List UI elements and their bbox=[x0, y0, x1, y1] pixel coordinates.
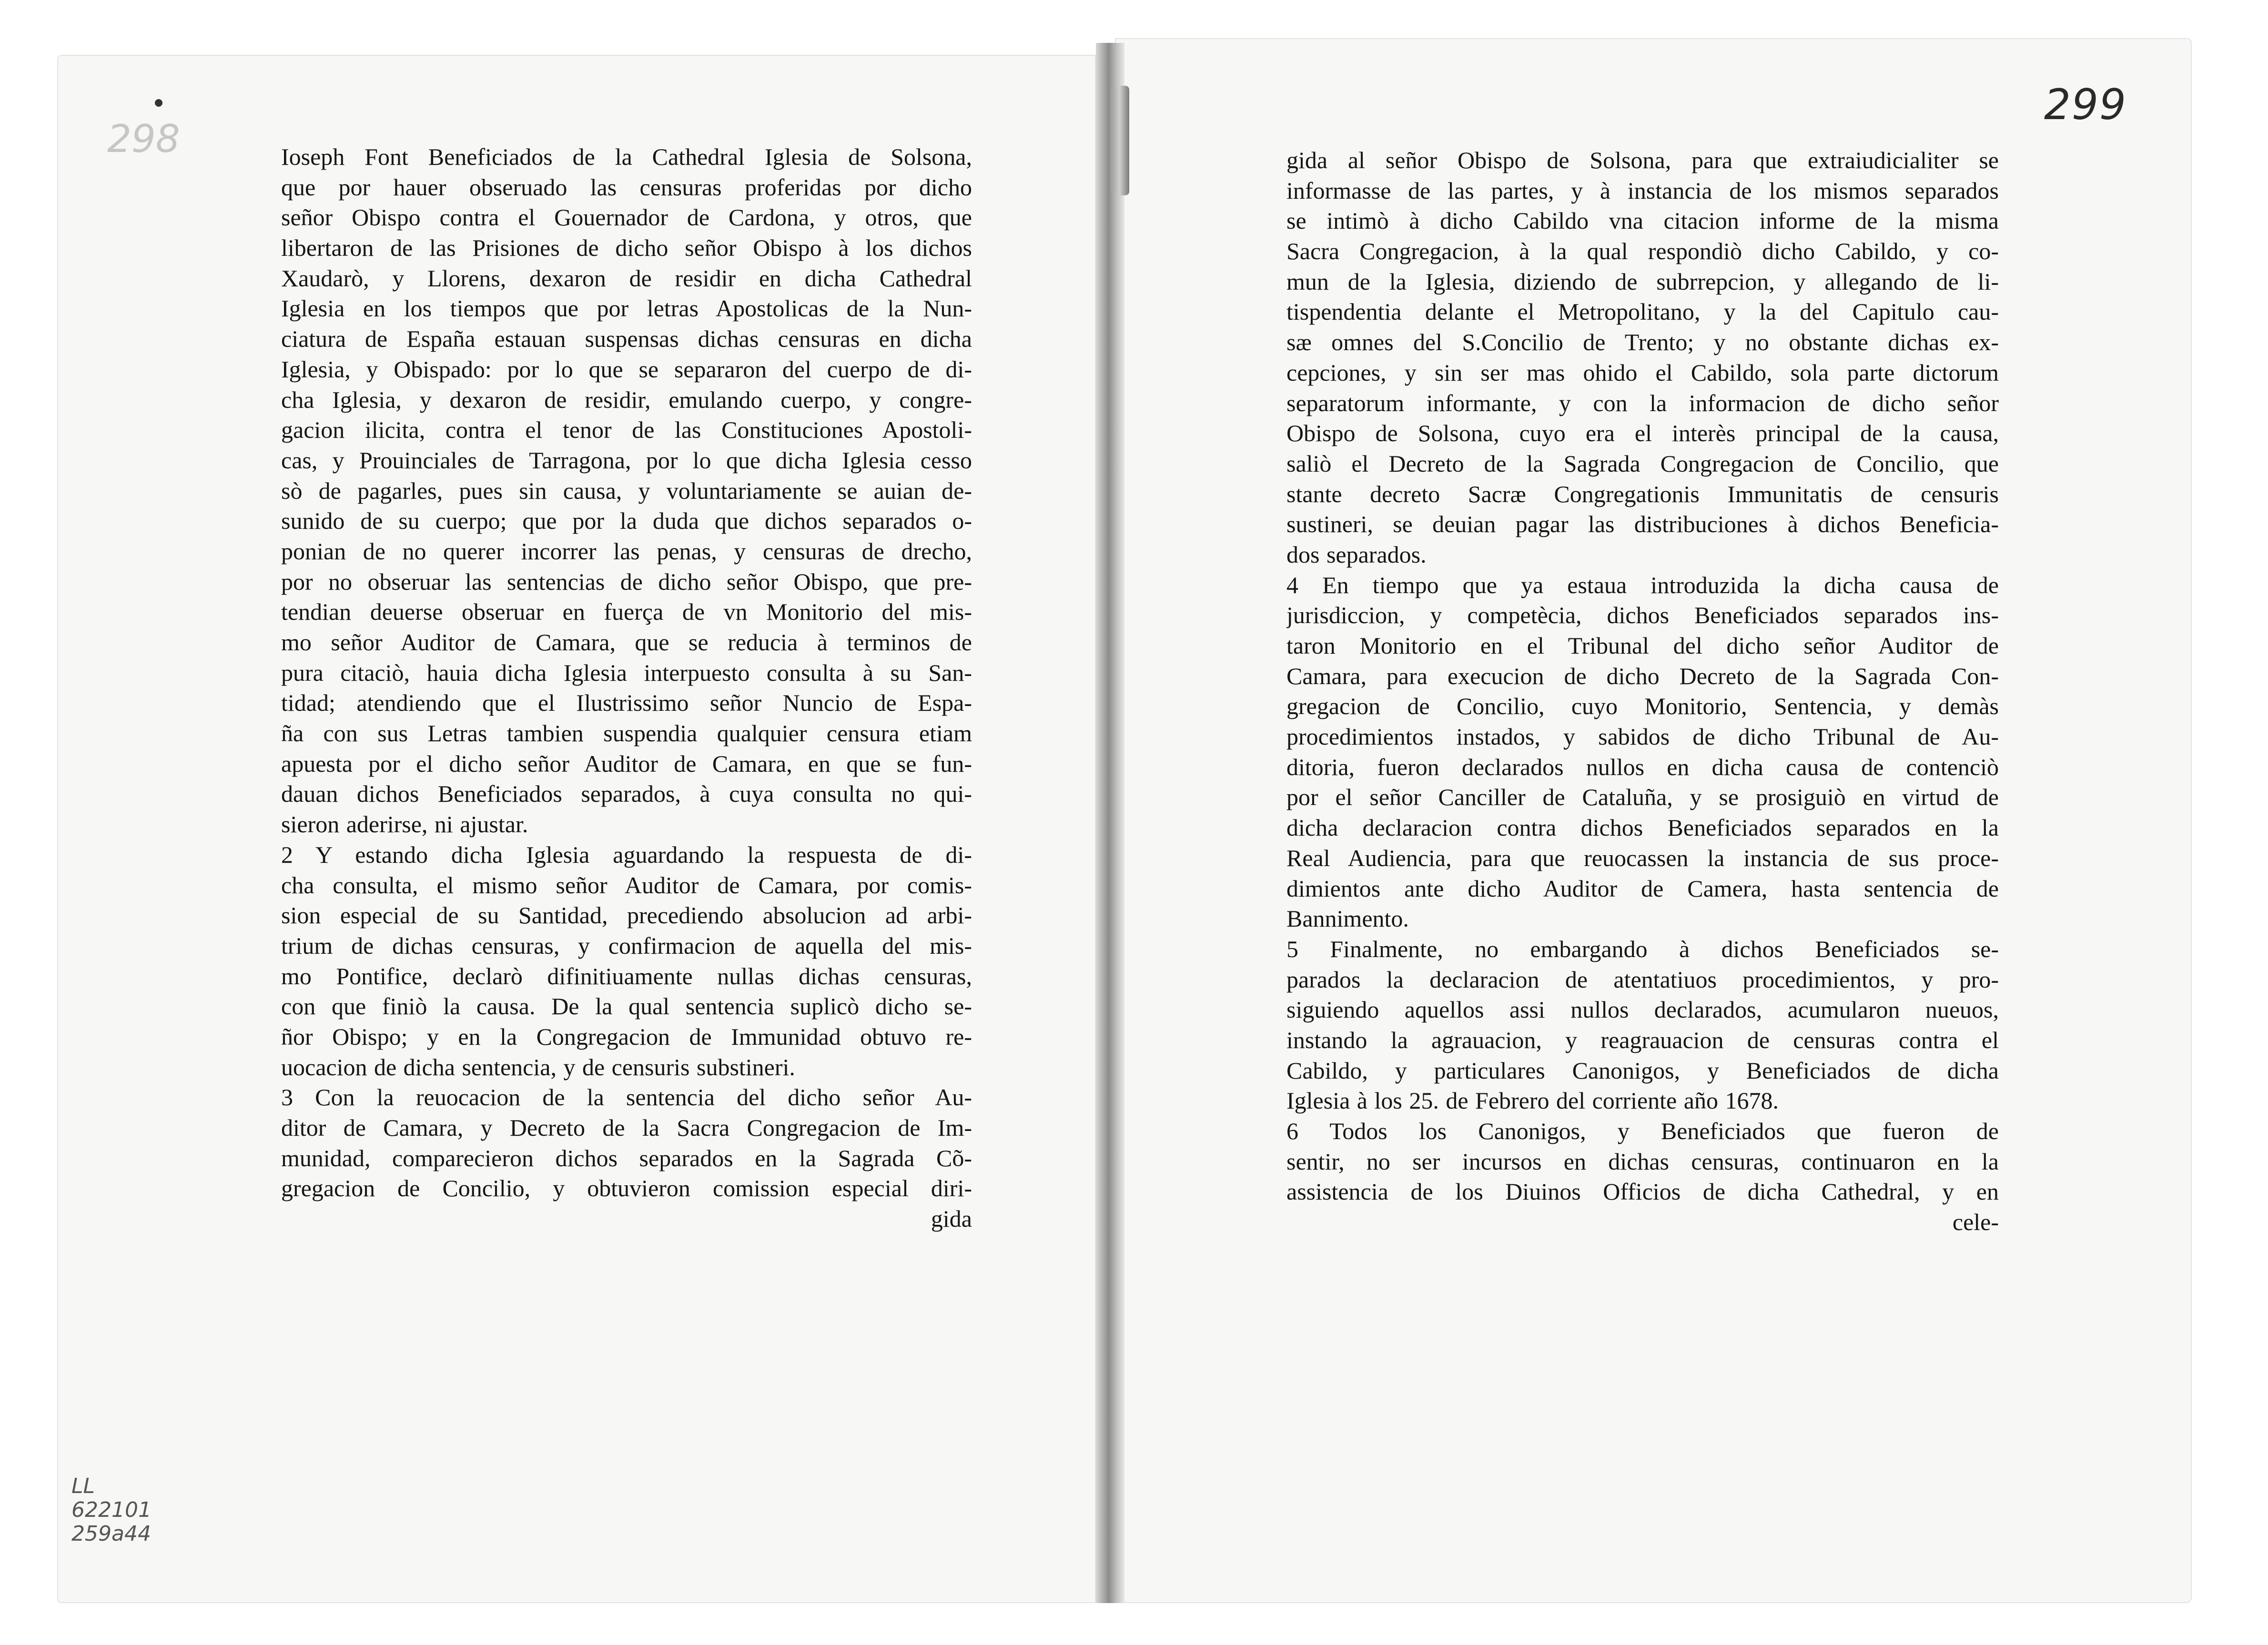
text-line: assistencia de los Diuinos Officios de dicha Cathedral, y en bbox=[1286, 1178, 1999, 1205]
book-gutter bbox=[1096, 43, 1124, 1603]
text-line: sunido de su cuerpo; que por la duda que dichos separados o- bbox=[281, 507, 972, 535]
text-line: pura citaciò, hauia dicha Iglesia interpuesto consulta à su San- bbox=[281, 659, 972, 686]
text-line: gida bbox=[931, 1205, 972, 1232]
text-line: cele- bbox=[1952, 1209, 1999, 1236]
text-line: dimientos ante dicho Auditor de Camera, hasta sentencia de bbox=[1286, 875, 1999, 902]
text-line: 3 Con la reuocacion de la sentencia del dicho señor Au- bbox=[281, 1084, 972, 1111]
call-number-line: LL bbox=[71, 1474, 95, 1498]
text-line: gregacion de Concilio, cuyo Monitorio, Sentencia, y demàs bbox=[1286, 693, 1999, 720]
faded-folio-number: 298 bbox=[107, 117, 180, 161]
folio-number: 299 bbox=[2044, 80, 2127, 129]
text-line: taron Monitorio en el Tribunal del dicho señor Auditor de bbox=[1286, 632, 1999, 659]
text-line: se intimò à dicho Cabildo vna citacion informe de la misma bbox=[1286, 207, 1999, 234]
text-line: cha consulta, el mismo señor Auditor de Camara, por comis- bbox=[281, 871, 972, 898]
text-line: tendian deuerse obseruar en fuerça de vn Monitorio del mis- bbox=[281, 598, 972, 626]
text-line: por el señor Canciller de Cataluña, y se prosiguiò en virtud de bbox=[1286, 784, 1999, 811]
text-line: ditor de Camara, y Decreto de la Sacra Congregacion de Im- bbox=[281, 1114, 972, 1141]
text-line: parados la declaracion de atentatiuos procedimientos, y pro- bbox=[1286, 966, 1999, 993]
text-line: dos separados. bbox=[1286, 541, 1427, 568]
text-line: Cabildo, y particulares Canonigos, y Beneficiados de dicha bbox=[1286, 1057, 1999, 1084]
text-line: Ioseph Font Beneficiados de la Cathedral Iglesia de Solsona, bbox=[281, 143, 972, 170]
text-line: tispendentia delante el Metropolitano, y la del Capitulo cau- bbox=[1286, 298, 1999, 325]
text-line: cepciones, y sin ser mas ohido el Cabildo, sola parte dictorum bbox=[1286, 359, 1999, 386]
text-line: Obispo de Solsona, cuyo era el interès principal de la causa, bbox=[1286, 420, 1999, 447]
text-line: ciatura de España estauan suspensas dichas censuras en dicha bbox=[281, 325, 972, 353]
text-line: munidad, comparecieron dichos separados en la Sagrada Cõ- bbox=[281, 1144, 972, 1171]
text-line: siguiendo aquellos assi nullos declarados, acumularon nueuos, bbox=[1286, 996, 1999, 1023]
text-line: mo Pontifice, declarò difinitiuamente nullas dichas censuras, bbox=[281, 962, 972, 989]
text-line: tidad; atendiendo que el Ilustrissimo señor Nuncio de Espa- bbox=[281, 689, 972, 717]
text-line: libertaron de las Prisiones de dicho señor Obispo à los dichos bbox=[281, 234, 972, 262]
right-page-text bbox=[1286, 145, 1999, 1238]
text-line: 2 Y estando dicha Iglesia aguardando la respuesta de di- bbox=[281, 841, 972, 868]
text-line: 5 Finalmente, no embargando à dichos Beneficiados se- bbox=[1286, 935, 1999, 962]
text-line: sustineri, se deuian pagar las distribuciones à dichos Beneficia- bbox=[1286, 511, 1999, 538]
text-line: instando la agrauacion, y reagrauacion de censuras contra el bbox=[1286, 1026, 1999, 1053]
text-line: apuesta por el dicho señor Auditor de Camara, en que se fun- bbox=[281, 750, 972, 777]
text-line: trium de dichas censuras, y confirmacion de aquella del mis- bbox=[281, 932, 972, 959]
text-line: saliò el Decreto de la Sagrada Congregacion de Concilio, que bbox=[1286, 450, 1999, 477]
call-number-line: 259a44 bbox=[71, 1522, 151, 1546]
text-line: sæ omnes del S.Concilio de Trento; y no obstante dichas ex- bbox=[1286, 329, 1999, 356]
text-line: cha Iglesia, y dexaron de residir, emulando cuerpo, y congre- bbox=[281, 386, 972, 413]
text-line: mo señor Auditor de Camara, que se reducia à terminos de bbox=[281, 629, 972, 656]
text-line: jurisdiccion, y competècia, dichos Beneficiados separados ins- bbox=[1286, 602, 1999, 629]
text-line: que por hauer obseruado las censuras proferidas por dicho bbox=[281, 173, 972, 201]
text-line: informasse de las partes, y à instancia de los mismos separados bbox=[1286, 177, 1999, 204]
binding-clip bbox=[1110, 86, 1129, 195]
ink-dot bbox=[155, 99, 162, 107]
text-line: sentir, no ser incursos en dichas censuras, continuaron en la bbox=[1286, 1148, 1999, 1175]
text-line: Camara, para execucion de dicho Decreto de la Sagrada Con- bbox=[1286, 662, 1999, 689]
text-line: uocacion de dicha sentencia, y de censuris substineri. bbox=[281, 1053, 795, 1080]
text-line: Real Audiencia, para que reuocassen la instancia de sus proce- bbox=[1286, 844, 1999, 871]
text-line: gregacion de Concilio, y obtuvieron comission especial diri- bbox=[281, 1175, 972, 1202]
text-line: sò de pagarles, pues sin causa, y voluntariamente se auian de- bbox=[281, 477, 972, 504]
text-line: ña con sus Letras tambien suspendia qualquier censura etiam bbox=[281, 720, 972, 747]
text-line: Iglesia à los 25. de Febrero del corriente año 1678. bbox=[1286, 1087, 1779, 1114]
text-line: Bannimento. bbox=[1286, 905, 1409, 932]
text-line: por no obseruar las sentencias de dicho señor Obispo, que pre- bbox=[281, 568, 972, 595]
text-line: cas, y Prouinciales de Tarragona, por lo que dicha Iglesia cesso bbox=[281, 446, 972, 474]
text-line: ñor Obispo; y en la Congregacion de Immunidad obtuvo re- bbox=[281, 1023, 972, 1050]
call-number-line: 622101 bbox=[71, 1498, 152, 1522]
text-line: mun de la Iglesia, diziendo de subrrepcion, y allegando de li- bbox=[1286, 268, 1999, 295]
text-line: Sacra Congregacion, à la qual respondiò dicho Cabildo, y co- bbox=[1286, 238, 1999, 265]
text-line: sieron aderirse, ni ajustar. bbox=[281, 811, 528, 838]
text-line: ditoria, fueron declarados nullos en dicha causa de contenciò bbox=[1286, 753, 1999, 780]
text-line: sion especial de su Santidad, precediendo absolucion ad arbi- bbox=[281, 902, 972, 929]
text-line: 4 En tiempo que ya estaua introduzida la dicha causa de bbox=[1286, 571, 1999, 598]
call-number-label bbox=[71, 1474, 152, 1546]
text-line: Iglesia, y Obispado: por lo que se separaron del cuerpo de di- bbox=[281, 355, 972, 383]
text-line: Iglesia en los tiempos que por letras Apostolicas de la Nun- bbox=[281, 295, 972, 322]
text-line: dicha declaracion contra dichos Beneficiados separados en la bbox=[1286, 814, 1999, 841]
text-line: gacion ilicita, contra el tenor de las Constituciones Apostoli- bbox=[281, 416, 972, 444]
text-line: gida al señor Obispo de Solsona, para que extraiudicialiter se bbox=[1286, 147, 1999, 173]
text-line: señor Obispo contra el Gouernador de Cardona, y otros, que bbox=[281, 204, 972, 231]
text-line: stante decreto Sacræ Congregationis Immunitatis de censuris bbox=[1286, 480, 1999, 507]
text-line: con que finiò la causa. De la qual sentencia suplicò dicho se- bbox=[281, 993, 972, 1020]
text-line: dauan dichos Beneficiados separados, à cuya consulta no qui- bbox=[281, 780, 972, 807]
text-line: procedimientos instados, y sabidos de dicho Tribunal de Au- bbox=[1286, 723, 1999, 750]
left-page-text bbox=[281, 142, 972, 1234]
text-line: Xaudarò, y Llorens, dexaron de residir en dicha Cathedral bbox=[281, 264, 972, 292]
text-line: 6 Todos los Canonigos, y Beneficiados que fueron de bbox=[1286, 1118, 1999, 1144]
text-line: ponian de no querer incorrer las penas, y censuras de drecho, bbox=[281, 537, 972, 565]
text-line: separatorum informante, y con la informacion de dicho señor bbox=[1286, 389, 1999, 416]
